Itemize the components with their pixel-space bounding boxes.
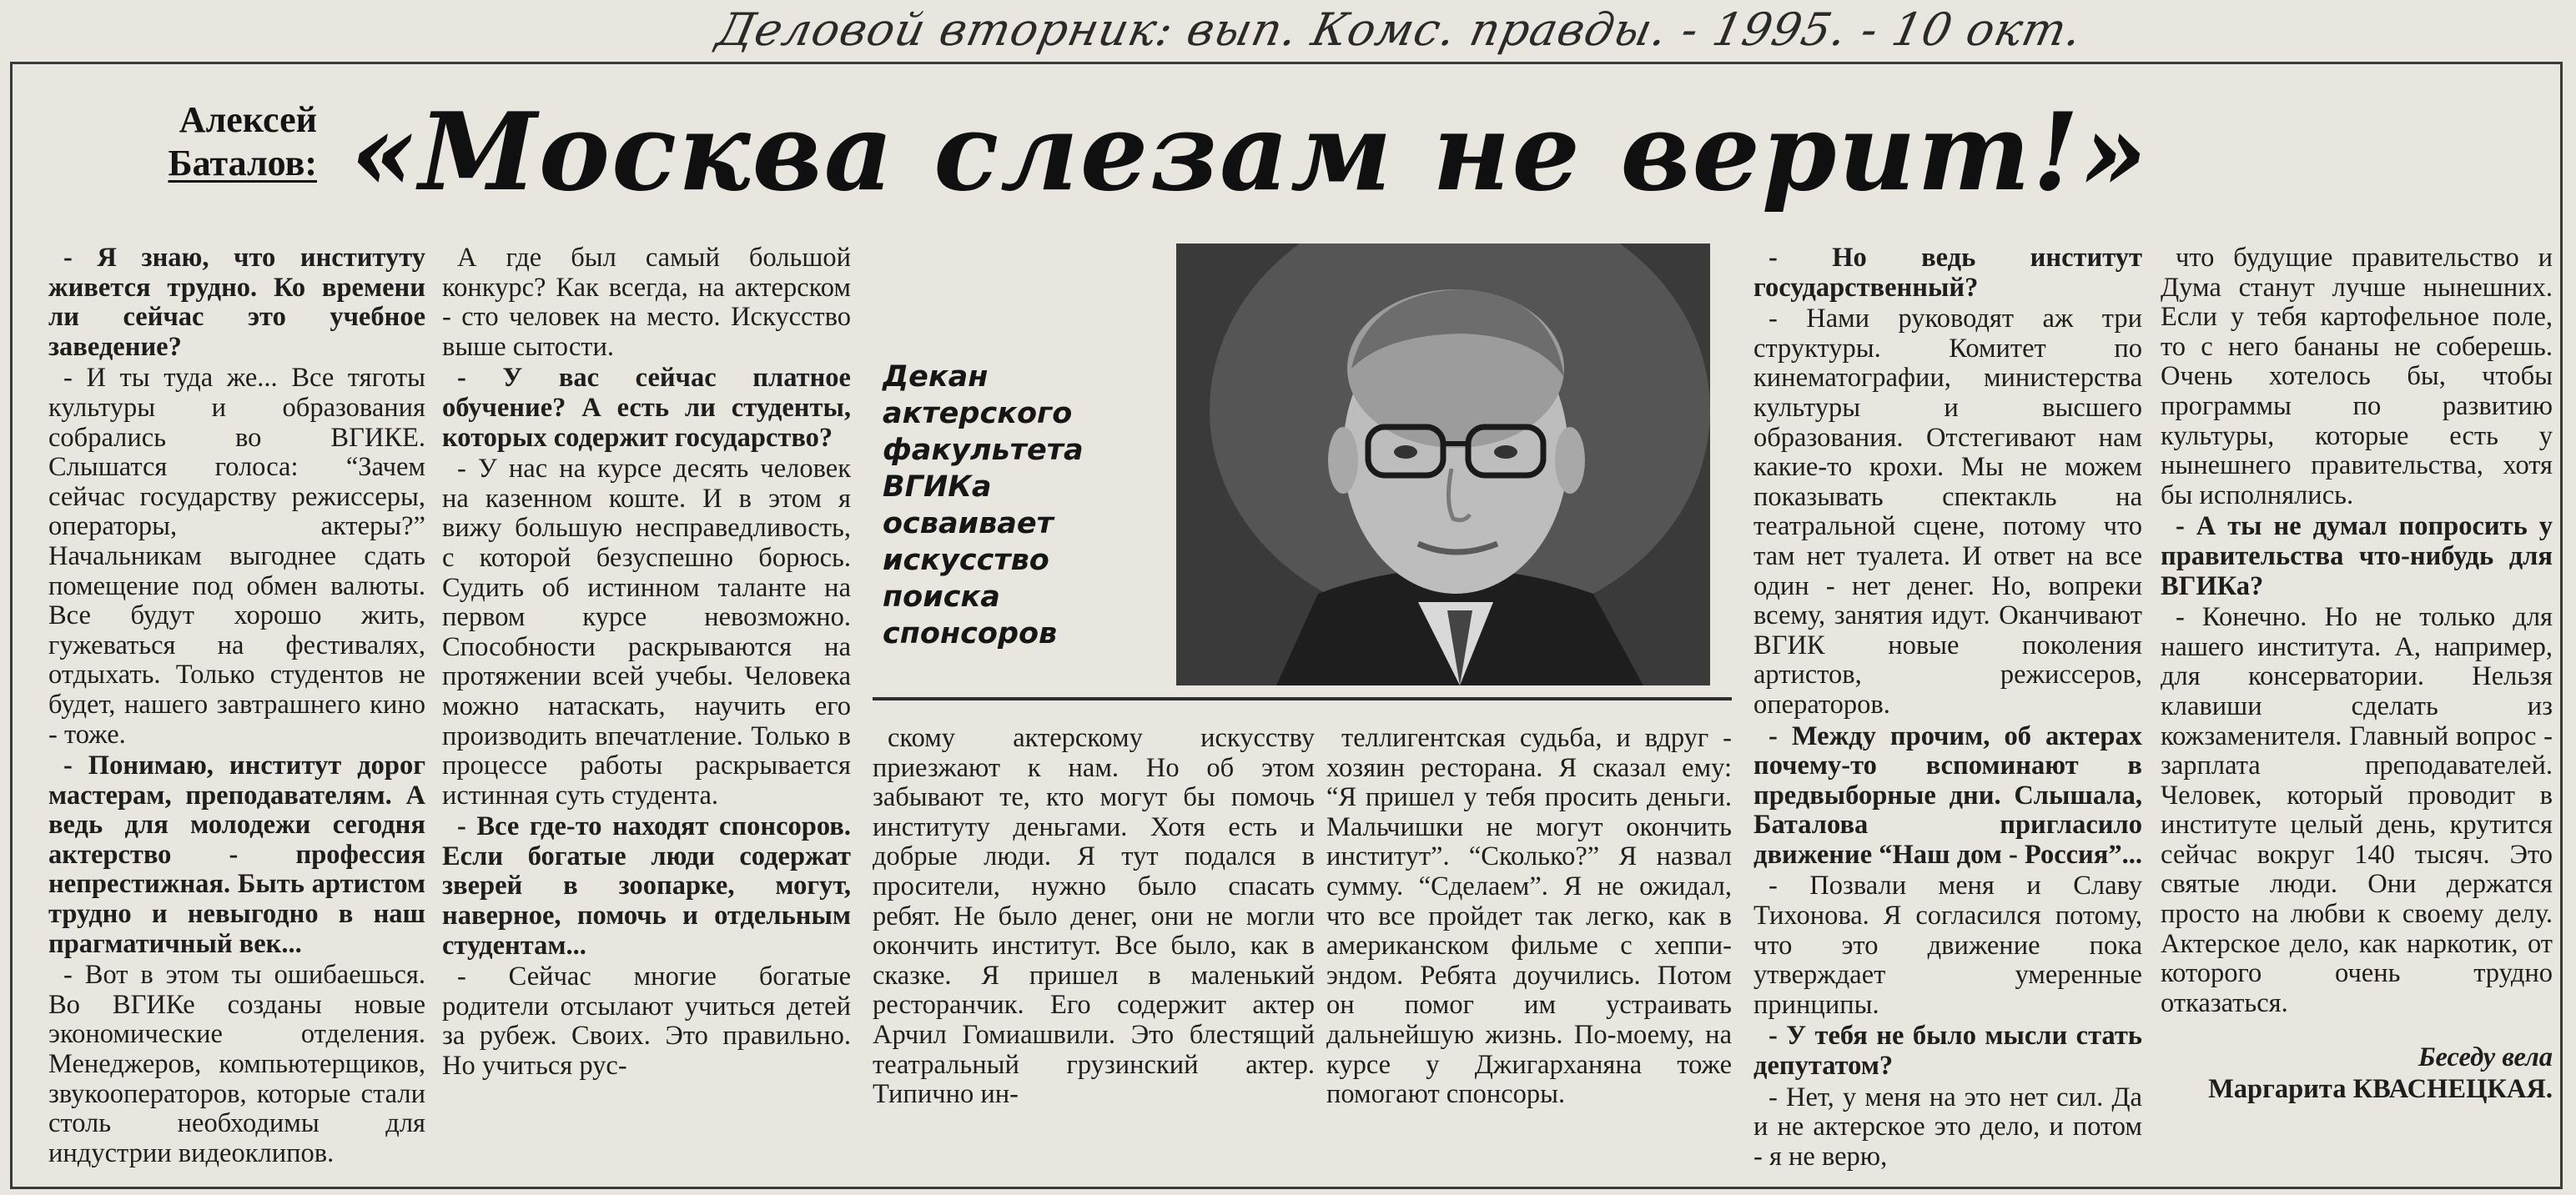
signature-intro: Беседу вела [2418, 1042, 2553, 1073]
interview-answer: - Сейчас многие богатые родители отсылают учиться детей за рубеж. Своих. Это правильно. Но учиться рус- [442, 962, 851, 1082]
interview-question: - Но ведь институт государственный? [1753, 243, 2142, 303]
interview-answer: - И ты туда же... Все тяготы культуры и образования собрались во ВГИКЕ. Слышатся голоса: “Зачем сейчас государству режиссеры, операторы, актеры?” Начальникам выгоднее сдать помещение под обмен валюты. Все будут хорошо жить, гужеваться на фестивалях, отдыхать. Только студентов не будет, нашего завтрашнего кино - тоже. [48, 363, 425, 750]
signature-name: Маргарита КВАСНЕЦКАЯ. [2208, 1074, 2553, 1105]
portrait-photo [1176, 244, 1710, 685]
interview-answer: - Вот в этом ты ошибаешься. Во ВГИКе созданы новые экономические отделения. Менеджеров, компьютерщиков, звукооператоров, которые стали столь необходимы для индустрии видеоклипов. [48, 960, 425, 1168]
interview-answer: А где был самый большой конкурс? Как всегда, на актерском - сто человек на место. Искусство выше сытости. [442, 243, 851, 362]
interview-question: - Я знаю, что институту живется трудно. Ко времени ли сейчас это учебное заведение? [48, 243, 425, 362]
article-column-4 [1326, 724, 1732, 1112]
interview-question: - У вас сейчас платное обучение? А есть ли студенты, которых содержит государство? [442, 363, 851, 453]
interview-question: - Все где-то находят спонсоров. Если богатые люди содержат зверей в зоопарке, могут, наверное, помочь и отдельным студентам... [442, 811, 851, 961]
interview-answer: - Конечно. Но не только для нашего института. А, например, для консерватории. Нельзя клавиши сделать из кожзаменителя. Главный вопрос - зарплата преподавателей. Человек, который проводит в институте целый день, крутится сейчас вокруг 140 тысяч. Это святые люди. Они держатся просто на любви к своему делу. Актерское дело, как наркотик, от которого очень трудно отказаться. [2161, 602, 2553, 1018]
interview-answer: что будущие правительство и Дума станут лучше нынешних. Если у тебя картофельное поле, то с него бананы не соберешь. Очень хотелось бы, чтобы программы по развитию культуры, которые есть у нынешнего правительства, хотя бы исполнялись. [2161, 243, 2553, 510]
handwritten-source-note: Деловой вторник: вып. Комс. правды. - 1995. - 10 окт. [712, 3, 2088, 56]
byline-last-name: Баталов: [168, 143, 317, 183]
byline-first-name: Алексей [179, 99, 317, 140]
interview-answer: - У нас на курсе десять человек на казенном коште. И в этом я вижу большую несправедливость, с которой безуспешно борюсь. Судить об истинном таланте на первом курсе невозможно. Способности раскрываются на протяжении всей учебы. Человека можно натаскать, научить его производить впечатление. Только в процессе работы раскрывается истинная суть студента. [442, 454, 851, 811]
article-column-6 [2161, 244, 2553, 1107]
interview-answer: - Нет, у меня на это нет сил. Да и не актерское это дело, и потом - я не верю, [1753, 1082, 2142, 1172]
interview-question: - Между прочим, об актерах почему-то вспоминают в предвыборные дни. Слышала, Баталова пригласило движение “Наш дом - Россия”... [1753, 721, 2142, 870]
article-column-3 [873, 724, 1315, 1112]
article-column-1 [48, 244, 425, 1170]
article-column-5 [1753, 244, 2142, 1173]
photo-divider-rule [873, 697, 1732, 700]
interview-answer: - Позвали меня и Славу Тихонова. Я согласился потому, что это движение пока утверждает умеренные принципы. [1753, 871, 2142, 1020]
interview-answer: - Нами руководят аж три структуры. Комитет по кинематографии, министерства культуры и высшего образования. Отстегивают нам какие-то крохи. Мы не можем показывать спектакль на театральной сцене, потому что там нет туалета. И ответ на все один - нет денег. Но, вопреки всему, занятия идут. Оканчивают ВГИК новые поколения артистов, режиссеров, операторов. [1753, 304, 2142, 720]
article-column-2 [442, 244, 851, 1083]
interview-answer: скому актерскому искусству приезжают к нам. Но об этом забывают те, кто могут бы помочь институту деньгами. Хотя есть и добрые люди. Я тут подался в просители, нужно было спасать ребят. Не было денег, они не могли окончить институт. Все было, как в сказке. Я пришел в маленький ресторанчик. Его содержит актер Арчил Гомиашвили. Это блестящий театральный грузинский актер. Типично ин- [873, 723, 1315, 1110]
headline: «Москва слезам не верит!» [350, 90, 2150, 215]
byline [117, 98, 317, 185]
photo-caption: Декан актерского факультета ВГИКа осваивает искусство поиска спонсоров [883, 360, 1084, 650]
interview-question: - Понимаю, институт дорог мастерам, преподавателям. А ведь для молодежи сегодня актерство - профессия непрестижная. Быть артистом трудно и невыгодно в наш прагматичный век... [48, 751, 425, 959]
interview-question: - У тебя не было мысли стать депутатом? [1753, 1021, 2142, 1082]
interview-question: - А ты не думал попросить у правительства что-нибудь для ВГИКа? [2161, 511, 2553, 601]
interview-answer: теллигентская судьба, и вдруг - хозяин ресторана. Я сказал ему: “Я пришел у тебя просить деньги. Мальчишки не могут окончить институт”. “Сколько?” Я назвал сумму. “Сделаем”. Я не ожидал, что все пройдет так легко, как в американском фильме с хеппи-эндом. Ребята доучились. Потом он помог им устраивать дальнейшую жизнь. По-моему, на курсе у Джигарханяна тоже помогают спонсоры. [1326, 723, 1732, 1110]
portrait-illustration [1176, 244, 1710, 685]
